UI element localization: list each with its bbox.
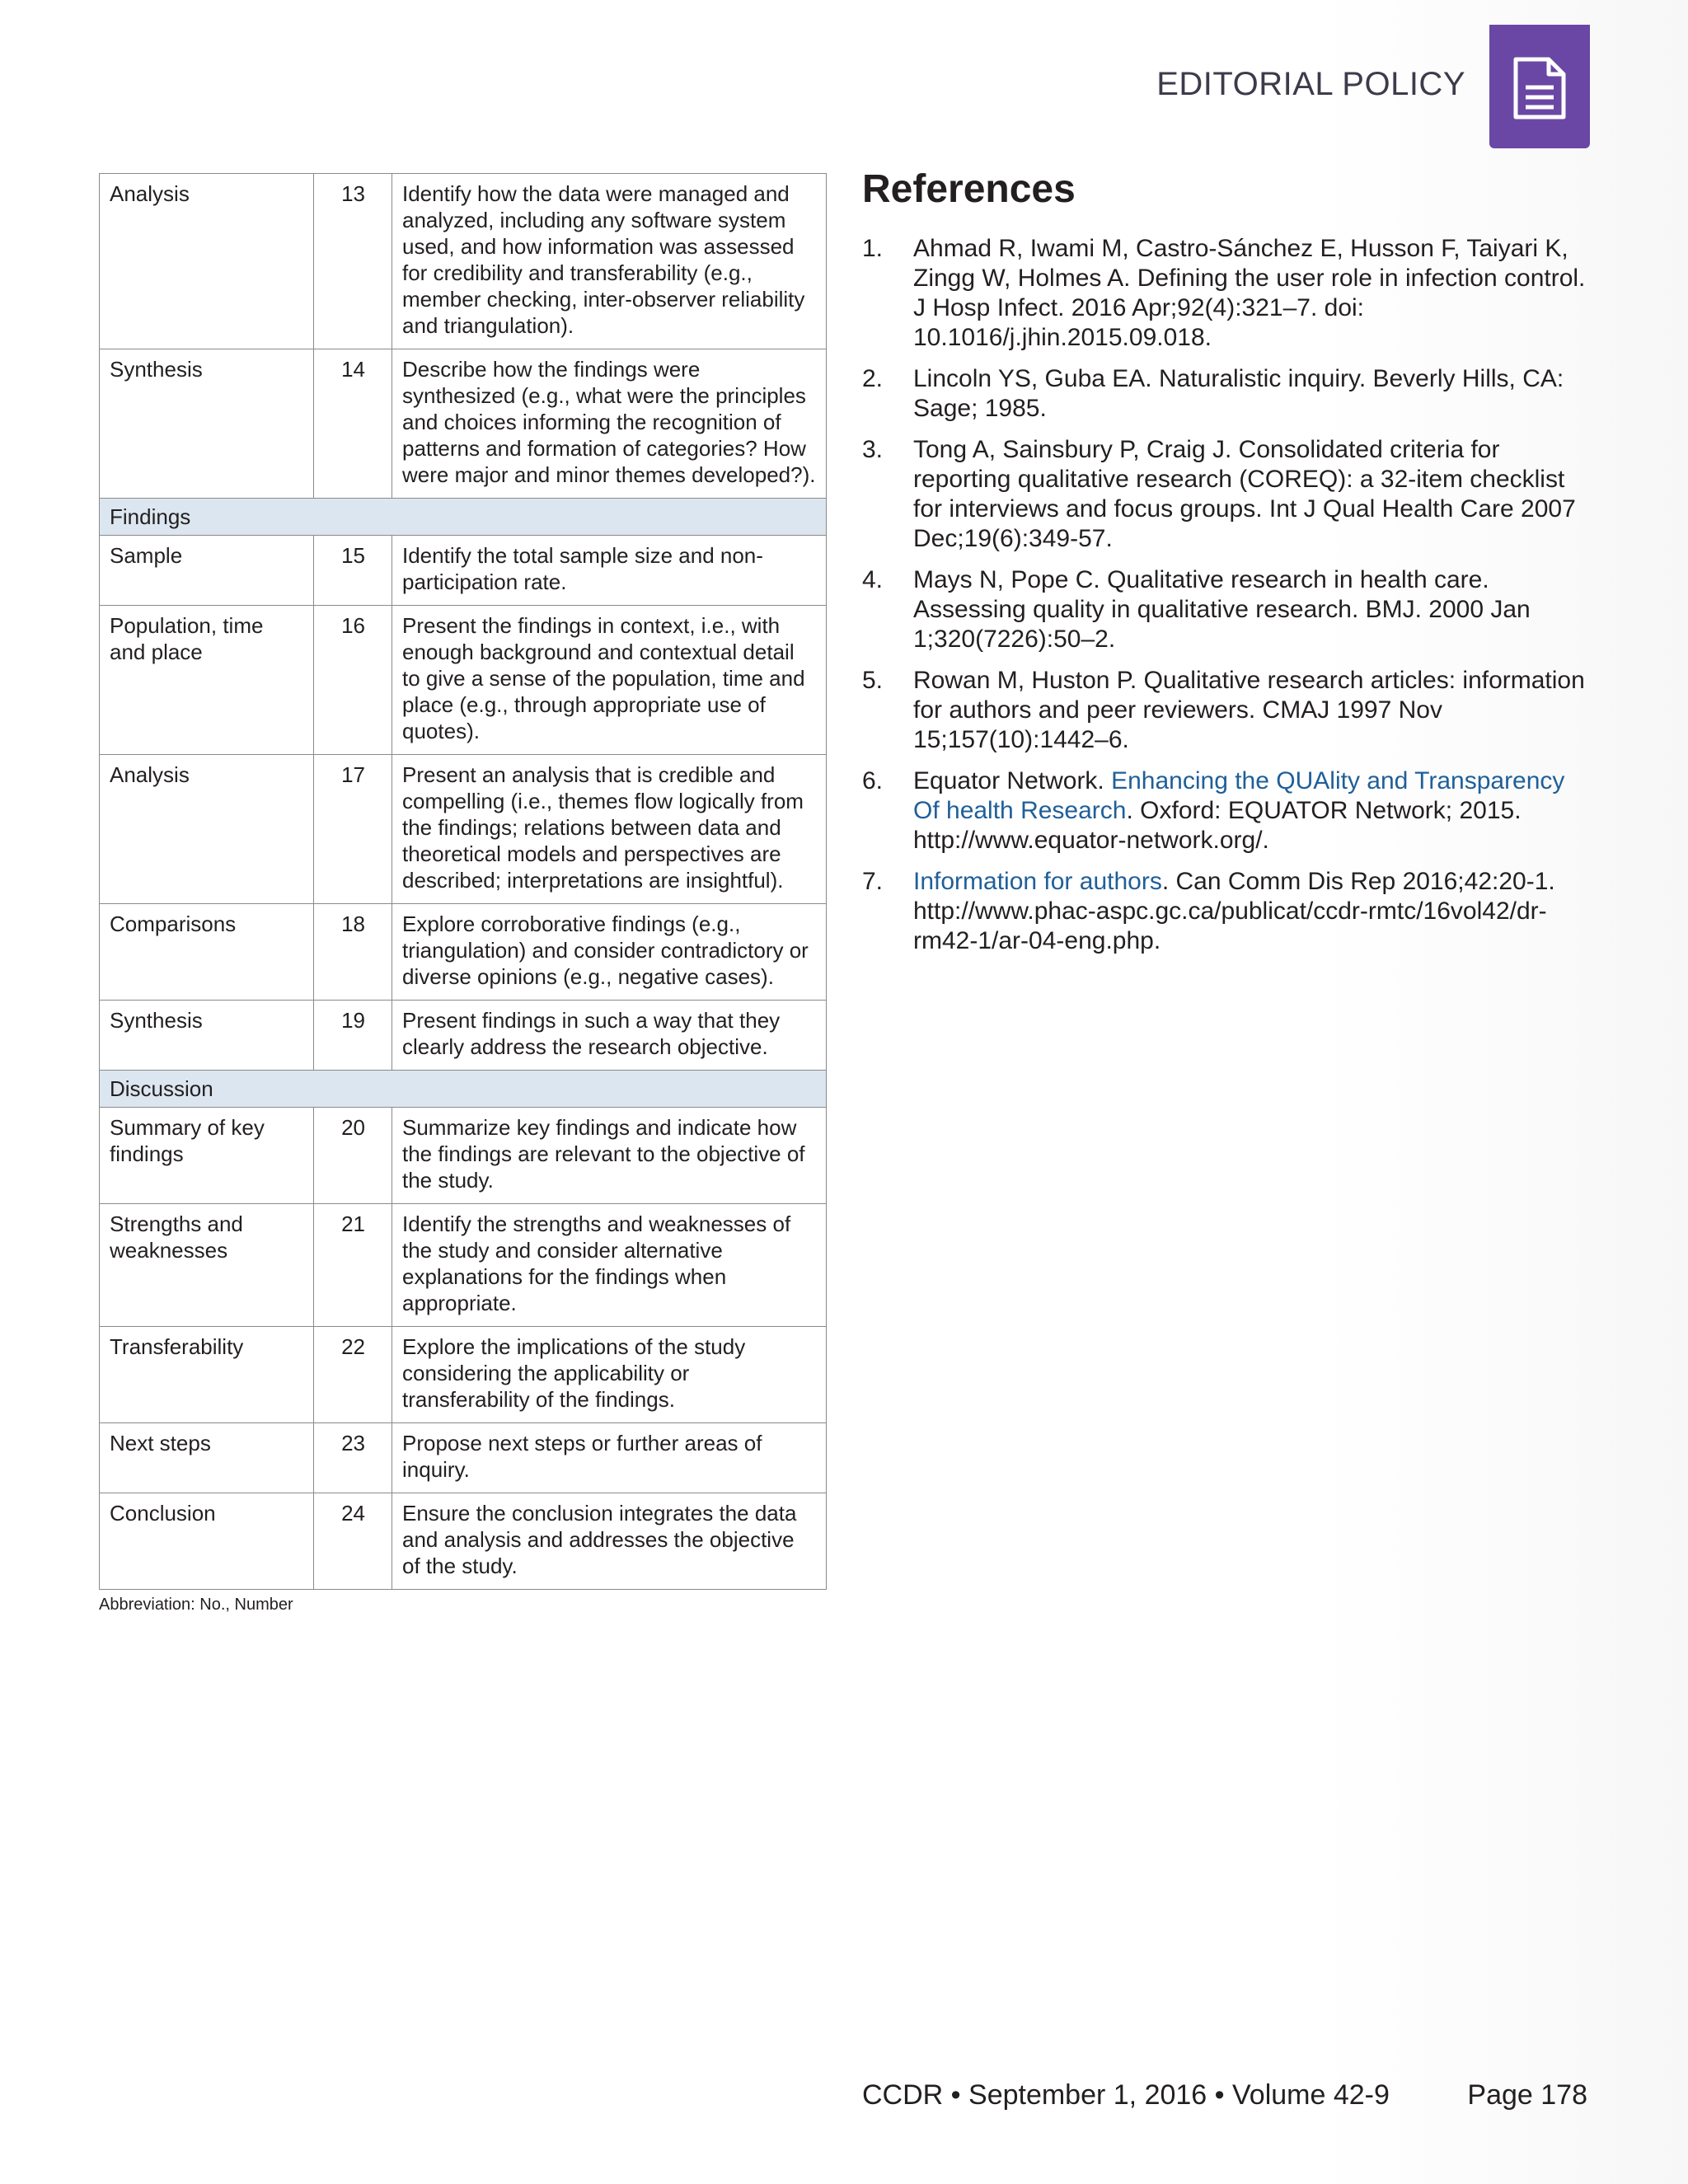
description-cell: Explore corroborative findings (e.g., triangulation) and consider contradictory or diverse opinions (e.g., negative cases). [392,904,827,1001]
item-number-cell: 23 [314,1423,392,1493]
reference-text: Rowan M, Huston P. Qualitative research articles: information for authors and peer reviewers. CMAJ 1997 Nov 15;157(10):1442–6. [913,667,1585,753]
description-cell: Present an analysis that is credible and compelling (i.e., themes flow logically from the findings; relations between data and theoretical models and perspectives are described; interpretations are insightful). [392,755,827,904]
reference-number: 2. [862,365,884,392]
description-cell: Present findings in such a way that they clearly address the research objective. [392,1001,827,1071]
item-number-cell: 24 [314,1493,392,1590]
topic-cell: Strengths and weaknesses [100,1204,314,1327]
table-footnote: Abbreviation: No., Number [99,1596,293,1614]
item-number-cell: 16 [314,606,392,755]
table-row [100,1204,827,1327]
checklist-table-container [99,173,826,1590]
table-row [100,1327,827,1423]
document-icon [1512,56,1567,120]
table-row [100,1423,827,1493]
topic-cell: Analysis [100,174,314,349]
description-cell: Identify the strengths and weaknesses of the study and consider alternative explanations for the findings when appropriate. [392,1204,827,1327]
topic-cell: Synthesis [100,1001,314,1071]
topic-cell: Sample [100,536,314,606]
reference-text: Ahmad R, Iwami M, Castro-Sánchez E, Husson F, Taiyari K, Zingg W, Holmes A. Defining the user role in infection control. J Hosp Infect. 2016 Apr;92(4):321–7. doi: 10.1016/j.jhin.2015.09.018. [913,235,1586,351]
table-row [100,755,827,904]
reference-link[interactable]: Enhancing the QUAlity and Transparency Of health Research [913,767,1565,824]
table-row [100,606,827,755]
item-number-cell: 14 [314,349,392,499]
reference-item [862,867,1587,956]
reference-item [862,766,1587,855]
topic-cell: Comparisons [100,904,314,1001]
table-row [100,1001,827,1071]
description-cell: Explore the implications of the study considering the applicability or transferability of the findings. [392,1327,827,1423]
table-row [100,1108,827,1204]
page-footer [862,2079,1587,2111]
item-number-cell: 17 [314,755,392,904]
item-number-cell: 21 [314,1204,392,1327]
topic-cell: Summary of key findings [100,1108,314,1204]
reference-text: Lincoln YS, Guba EA. Naturalistic inquiry. Beverly Hills, CA: Sage; 1985. [913,365,1564,422]
references-list [862,234,1587,956]
footer-citation: CCDR • September 1, 2016 • Volume 42-9 [862,2079,1390,2111]
reference-number: 6. [862,767,884,794]
table-section-row [100,499,827,536]
reference-item [862,435,1587,554]
description-cell: Propose next steps or further areas of inquiry. [392,1423,827,1493]
table-row [100,904,827,1001]
reference-text: Mays N, Pope C. Qualitative research in health care. Assessing quality in qualitative research. BMJ. 2000 Jan 1;320(7226):50–2. [913,566,1531,653]
section-badge [1489,25,1590,148]
reference-item [862,234,1587,353]
description-cell: Identify how the data were managed and analyzed, including any software system used, and how information was assessed for credibility and transferability (e.g., member checking, inter-observer reliability and triangulation). [392,174,827,349]
table-row [100,536,827,606]
description-cell: Describe how the findings were synthesized (e.g., what were the principles and choices informing the recognition of patterns and formation of categories? How were major and minor themes developed?). [392,349,827,499]
reference-item [862,364,1587,424]
item-number-cell: 18 [314,904,392,1001]
description-cell: Ensure the conclusion integrates the data and analysis and addresses the objective of the study. [392,1493,827,1590]
table-row [100,349,827,499]
page-number: Page 178 [1467,2079,1587,2111]
references-heading: References [862,167,1076,211]
reference-number: 7. [862,868,884,895]
reference-number: 1. [862,235,884,262]
item-number-cell: 22 [314,1327,392,1423]
topic-cell: Population, time and place [100,606,314,755]
reference-text-continued: . Can Comm Dis Rep 2016;42:20-1. http://www.phac-aspc.gc.ca/publicat/ccdr-rmtc/16vol42/dr-rm42-1/ar-04-eng.php. [913,868,1555,954]
references-section [862,165,1587,968]
topic-cell: Next steps [100,1423,314,1493]
table-section-row [100,1071,827,1108]
description-cell: Summarize key findings and indicate how the findings are relevant to the objective of the study. [392,1108,827,1204]
topic-cell: Transferability [100,1327,314,1423]
item-number-cell: 19 [314,1001,392,1071]
reference-item [862,565,1587,654]
reference-item [862,666,1587,755]
checklist-table [99,173,827,1590]
reference-text: Equator Network. [913,767,1112,794]
description-cell: Identify the total sample size and non-participation rate. [392,536,827,606]
section-label: Discussion [100,1071,827,1108]
item-number-cell: 20 [314,1108,392,1204]
reference-text: Tong A, Sainsbury P, Craig J. Consolidated criteria for reporting qualitative research (COREQ): a 32-item checklist for interviews and focus groups. Int J Qual Health Care 2007 Dec;19(6):349-57. [913,436,1576,552]
description-cell: Present the findings in context, i.e., with enough background and contextual detail to give a sense of the population, time and place (e.g., through appropriate use of quotes). [392,606,827,755]
reference-link[interactable]: Information for authors [913,868,1162,895]
topic-cell: Analysis [100,755,314,904]
topic-cell: Synthesis [100,349,314,499]
table-row [100,174,827,349]
reference-number: 5. [862,667,884,694]
item-number-cell: 13 [314,174,392,349]
reference-number: 4. [862,566,884,593]
topic-cell: Conclusion [100,1493,314,1590]
table-row [100,1493,827,1590]
section-label: Findings [100,499,827,536]
reference-number: 3. [862,436,884,463]
item-number-cell: 15 [314,536,392,606]
section-title: EDITORIAL POLICY [1156,66,1465,102]
reference-text-continued: . Oxford: EQUATOR Network; 2015. http://www.equator-network.org/. [913,797,1522,854]
